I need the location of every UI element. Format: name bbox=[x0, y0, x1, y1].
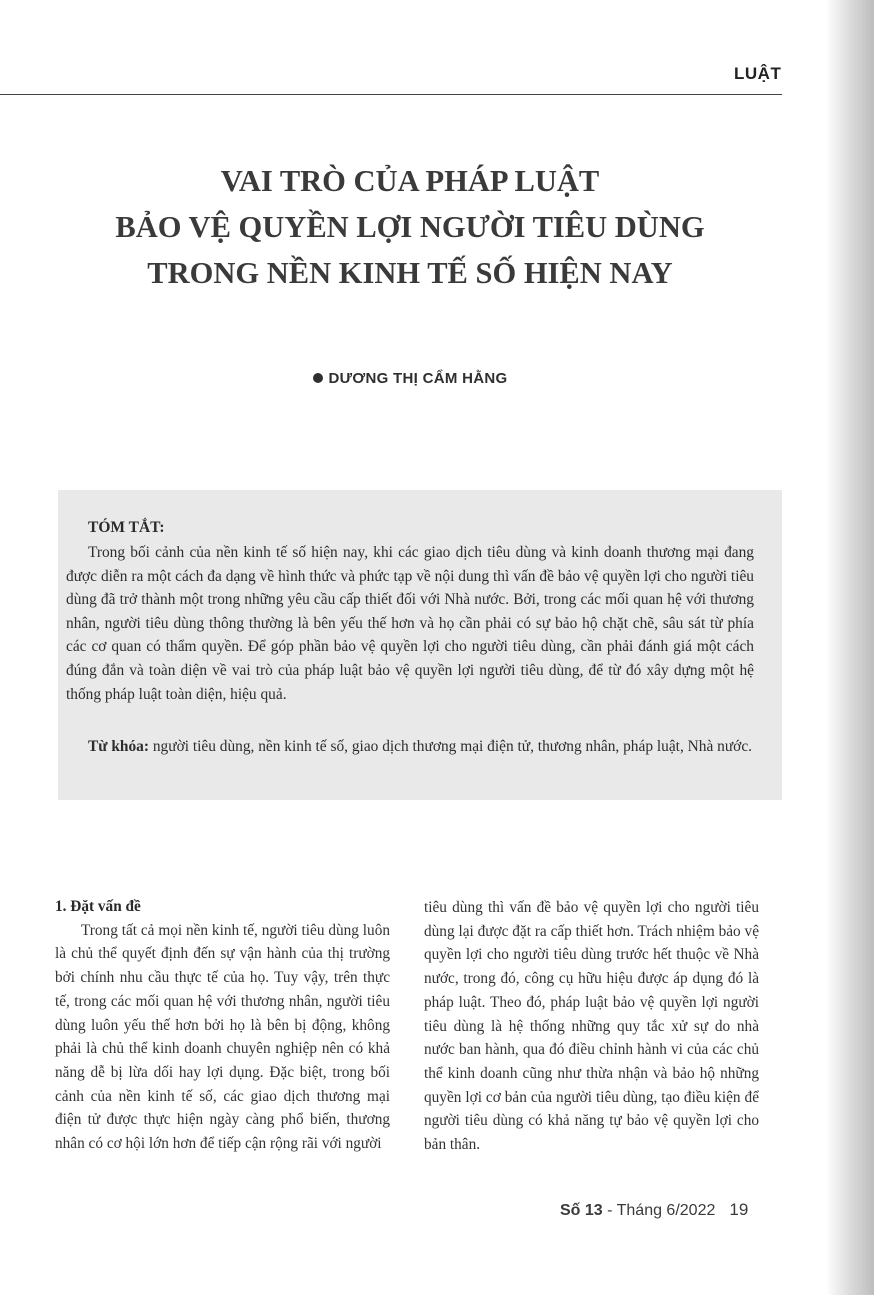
title-line-1: VAI TRÒ CỦA PHÁP LUẬT bbox=[220, 164, 600, 198]
abstract-text: Trong bối cảnh của nền kinh tế số hiện nay, khi các giao dịch tiêu dùng và kinh doanh thương mại đang được diễn ra một cách đa dạng về hình thức và phức tạp về nội dung thì vấn đề bảo vệ quyền lợi cho người tiêu dùng đã trở thành một trong những yêu cầu cấp thiết đối với Nhà nước. Bởi, trong các mối quan hệ với thương nhân, người tiêu dùng thông thường là bên yếu thế hơn và họ cần phải có sự bảo hộ chặt chẽ, sâu sát từ phía các cơ quan có thẩm quyền. Để góp phần bảo vệ quyền lợi cho người tiêu dùng, cần phải đánh giá một cách đúng đắn và toàn diện về vai trò của pháp luật bảo vệ quyền lợi người tiêu dùng, để từ đó xây dựng một hệ thống pháp luật toàn diện, hiệu quả. bbox=[66, 544, 754, 703]
issue-number: Số 13 bbox=[560, 1202, 603, 1219]
body-column-right bbox=[424, 896, 759, 1157]
keywords bbox=[66, 735, 754, 759]
section-label: LUẬT bbox=[734, 64, 782, 83]
body-column-left bbox=[55, 895, 390, 1156]
page-number: 19 bbox=[729, 1200, 749, 1219]
body-paragraph-right: tiêu dùng thì vấn đề bảo vệ quyền lợi cho người tiêu dùng lại được đặt ra cấp thiết hơn. Trách nhiệm bảo vệ quyền lợi cho người tiêu dùng trước hết thuộc về Nhà nước, trong đó, công cụ hữu hiệu được áp dụng đó là pháp luật. Theo đó, pháp luật bảo vệ quyền lợi người tiêu dùng là hệ thống những quy tắc xử sự do nhà nước ban hành, qua đó điều chỉnh hành vi của các chủ thể kinh doanh cũng như thừa nhận và bảo hộ những quyền lợi cơ bản của người tiêu dùng, tạo điều kiện để người tiêu dùng có khả năng tự bảo vệ quyền lợi cho bản thân. bbox=[424, 899, 759, 1154]
section-heading: 1. Đặt vấn đề bbox=[55, 898, 141, 915]
keywords-text: người tiêu dùng, nền kinh tế số, giao dịch thương mại điện tử, thương nhân, pháp luật, Nhà nước. bbox=[148, 738, 752, 755]
title-line-2: BẢO VỆ QUYỀN LỢI NGƯỜI TIÊU DÙNG bbox=[115, 210, 705, 244]
page-edge-shadow bbox=[826, 0, 874, 1295]
author-name: DƯƠNG THỊ CẨM HẰNG bbox=[328, 370, 508, 387]
keywords-label: Từ khóa: bbox=[88, 738, 149, 755]
bullet-icon bbox=[313, 373, 323, 383]
page-footer bbox=[560, 1200, 790, 1220]
header-rule bbox=[0, 94, 782, 95]
author-byline bbox=[200, 370, 620, 387]
title-line-3: TRONG NỀN KINH TẾ SỐ HIỆN NAY bbox=[147, 256, 673, 290]
body-paragraph-left: Trong tất cả mọi nền kinh tế, người tiêu dùng luôn là chủ thể quyết định đến sự vận hành của thị trường bởi chính nhu cầu thực tế của họ. Tuy vậy, trên thực tế, trong các mối quan hệ với thương nhân, người tiêu dùng luôn yếu thế hơn bởi họ là bên bị động, không phải là chủ thể kinh doanh chuyên nghiệp nên có khả năng dễ bị lừa dối hay lợi dụng. Đặc biệt, trong bối cảnh của nền kinh tế số, các giao dịch thương mại điện tử được thực hiện ngày càng phổ biến, thương nhân có cơ hội lớn hơn để tiếp cận rộng rãi với người bbox=[55, 921, 390, 1153]
article-title bbox=[60, 158, 760, 296]
abstract-heading: TÓM TẮT: bbox=[88, 519, 165, 536]
issue-date: - Tháng 6/2022 bbox=[602, 1202, 716, 1219]
